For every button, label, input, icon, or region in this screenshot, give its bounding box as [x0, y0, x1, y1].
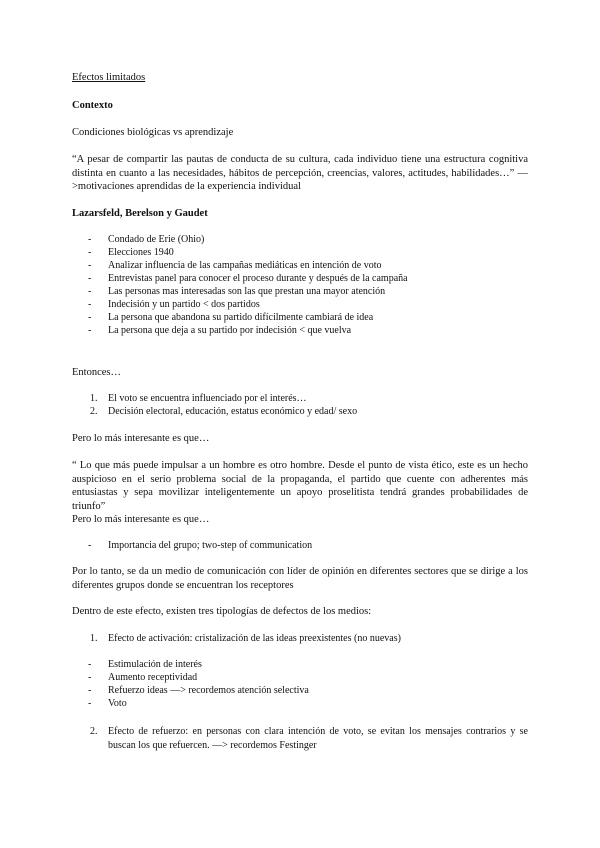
- document-page: Efectos limitados Contexto Condiciones biológicas vs aprendizaje “A pesar de compartir las pautas de conducta de su cultura, cada individuo tiene una estructura cognitiva distinta en cuanto a las necesidades, hábitos de percepción, creencias, valores, actitudes, habilidades…” —>motivaciones aprendidas de la experiencia individual Lazarsfeld, Berelson y Gaudet - Condado de Erie (Ohio) - Elecciones 1940 - Analizar influencia de las campañas mediáticas en intención de voto - Entrevistas panel para conocer el proceso durante y después de la campaña - Las personas mas interesadas son las que prestan una mayor atención - Indecisión y un partido < dos partidos - La persona que abandona su partido difícilmente cambiará de idea - La persona que deja a su partido por indecisión < que vuelva Entonces… 1. El voto se encuentra influenciado por el interés… 2. Decisión electoral, educación, estatus económico y edad/ sexo Pero lo más interesante es que… “ Lo que más puede impulsar a un hombre es otro hombre. Desde el punto de vista ético, este es un hecho auspicioso en el serio problema social de la propaganda, el partido que cuente con adherentes más entusiastas y sepa movilizar inteligentemente un apoyo proselitista tendrá grandes probabilidades de triunfo” Pero lo más interesante es que… - Importancia del grupo; two-step of communication Por lo tanto, se da un medio de comunicación con líder de opinión en diferentes sectores que se dirige a los diferentes grupos donde se encuentran los receptores Dentro de este efecto, existen tres tipologías de defectos de los medios: 1. Efecto de activación: cristalización de las ideas preexistentes (no nuevas) - Estimulación de interés - Aumento receptividad - Refuerzo ideas —> recordemos atención selectiva - Voto 2. Efecto de refuerzo: en personas con clara intención de voto, se evitan los mensajes contrarios y se buscan los que refuercen. —> recordemos Festinger: [72, 72, 528, 751]
- quote-paragraph-1: “A pesar de compartir las pautas de conducta de su cultura, cada individuo tiene una estructura cognitiva distinta en cuanto a las necesidades, hábitos de percepción, creencias, valores, actitudes, habilidades…” —>motivaciones aprendidas de la experiencia individual: [72, 154, 528, 192]
- efecto-2-item: 2. Efecto de refuerzo: en personas con clara intención de voto, se evitan los mensajes contrarios y se buscan los que refuercen. —> recordemos Festinger: [90, 726, 528, 751]
- por-lo-tanto-paragraph: Por lo tanto, se da un medio de comunicación con líder de opinión en diferentes sectores que se dirige a los diferentes grupos donde se encuentran los receptores: [72, 566, 528, 591]
- pero-line-2: Pero lo más interesante es que…: [72, 514, 210, 525]
- contexto-heading: Contexto: [72, 100, 113, 111]
- entonces-line: Entonces…: [72, 367, 121, 378]
- page-title: Efectos limitados: [72, 72, 146, 83]
- quote-paragraph-2: “ Lo que más puede impulsar a un hombre es otro hombre. Desde el punto de vista ético, este es un hecho auspicioso en el serio problema social de la propaganda, el partido que cuente con adherentes más entusiastas y sepa movilizar inteligentemente un apoyo proselitista tendrá grandes probabilidades de triunfo”: [72, 460, 528, 512]
- pero-line-1: Pero lo más interesante es que…: [72, 433, 210, 444]
- dentro-line: Dentro de este efecto, existen tres tipologías de defectos de los medios:: [72, 606, 372, 617]
- authors-heading: Lazarsfeld, Berelson y Gaudet: [72, 208, 208, 219]
- condiciones-line: Condiciones biológicas vs aprendizaje: [72, 127, 234, 138]
